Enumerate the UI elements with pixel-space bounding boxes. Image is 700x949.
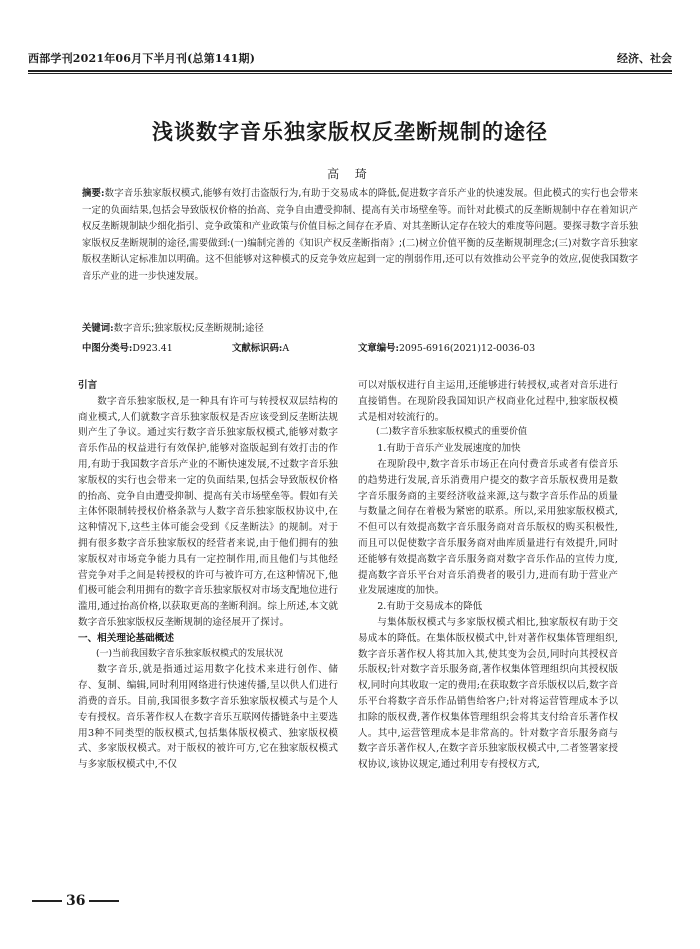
paper-title: 浅谈数字音乐独家版权反垄断规制的途径 bbox=[152, 119, 548, 144]
journal-issue: 西部学刊2021年06月下半月刊(总第141期) bbox=[28, 52, 256, 65]
doc-code bbox=[232, 340, 289, 354]
body-column-right bbox=[358, 378, 618, 773]
heading-section-1-2-2: 2.有助于交易成本的降低 bbox=[377, 601, 483, 613]
clc-value: D923.41 bbox=[132, 343, 173, 354]
body-column-left bbox=[78, 378, 338, 773]
page-number: 36 bbox=[66, 893, 86, 909]
footer-dash bbox=[32, 900, 62, 902]
keywords-text: 数字音乐;独家版权;反垄断规制;途径 bbox=[113, 323, 264, 334]
section-name: 经济、社会 bbox=[617, 52, 672, 65]
clc-label: 中图分类号: bbox=[82, 343, 133, 354]
article-label: 文章编号: bbox=[358, 343, 399, 354]
footer-dash bbox=[89, 900, 119, 902]
abstract bbox=[82, 186, 638, 285]
abstract-label: 摘要: bbox=[82, 188, 105, 199]
clc-number bbox=[82, 340, 173, 354]
article-value: 2095-6916(2021)12-0036-03 bbox=[398, 343, 536, 354]
heading-section-1: 一、相关理论基础概述 bbox=[78, 632, 174, 644]
doc-label: 文献标识码: bbox=[232, 343, 283, 354]
paragraph: 数字音乐独家版权,是一种具有许可与转授权双层结构的商业模式,人们就数字音乐独家版权是否应该受到反垄断法规则产生了争议。通过实行数字音乐独家版权模式,能够对数字音乐作品的权益进行有效保护,能够对盗版起到有效打击的作用,有助于我国数字音乐产业的不断快速发展,不过数字音乐独家版权的实行也会带来一定的负面结果,包括会导致版权价格的抬高、竞争自由遭受抑制、提高有关市场壁垒等。假如有关主体怀限制转授权价格条款与人数字音乐独家版权协议中,在这种情况下,这些主体可能会受到《反垄断法》的规制。对于拥有很多数字音乐独家版权的经营者来说,由于他们拥有的独家版权对市场竞争能力具有一定控制作用,而且他们与其他经营竞争对手之间是转授权的许可与被许可方,在这种情况下,他们极可能会利用拥有的数字音乐独家版权对市场支配地位进行滥用,通过抬高价格,以获取更高的垄断利润。综上所述,本文就数字音乐独家版权反垄断规制的途径展开了探讨。 bbox=[78, 395, 338, 628]
running-header bbox=[28, 50, 672, 68]
page-footer bbox=[28, 893, 123, 909]
paragraph: 数字音乐,就是指通过运用数字化技术来进行创作、储存、复制、编辑,同时利用网络进行快速传播,呈以供人们进行消费的音乐。目前,我国很多数字音乐独家版权模式与是个人专有授权。音乐著作权人在数字音乐互联网传播链条中主要选用3种不同类型的版权模式,包括集体版权模式、独家版权模式、多家版权模式。对于版权的被许可方,它在独家版权模式与多家版权模式中,不仅 bbox=[78, 664, 338, 771]
paragraph: 可以对版权进行自主运用,还能够进行转授权,或者对音乐进行直接销售。在现阶段我国知识产权商业化过程中,独家版权模式是相对较流行的。 bbox=[358, 380, 618, 423]
article-number bbox=[358, 340, 535, 354]
heading-intro: 引言 bbox=[78, 380, 98, 391]
heading-section-1-2-1: 1.有助于音乐产业发展速度的加快 bbox=[377, 443, 521, 455]
keywords bbox=[82, 320, 638, 334]
abstract-text: 数字音乐独家版权模式,能够有效打击盗版行为,有助于交易成本的降低,促进数字音乐产业的快速发展。但此模式的实行也会带来一定的负面结果,包括会导致版权价格的抬高、竞争自由遭受抑制、提高有关市场壁垒等。而针对此模式的反垄断规制中存在着知识产权反垄断规制缺少细化指引、竞争政策和产业政策与价值目标之间存在矛盾、对其垄断认定存在较大的难度等问题。要探寻数字音乐独家版权反垄断规制的途径,需要做到:(一)编制完善的《知识产权反垄断指南》;(二)树立价值平衡的反垄断规制理念;(三)对数字音乐独家版权垄断认定标准加以明确。这不但能够对这种模式的反竞争效应起到一定的削弱作用,还可以有效推动公平竞争的效应,促使我国数字音乐产业的进一步快速发展。 bbox=[82, 188, 638, 282]
paragraph: 与集体版权模式与多家版权模式相比,独家版权有助于交易成本的降低。在集体版权模式中,针对著作权集体管理组织,数字音乐著作权人将其加入其,使其变为会员,同时向其授权音乐版权;针对数字音乐服务商,著作权集体管理组织向其授权版权,同时向其收取一定的费用;在获取数字音乐版权以后,数字音乐平台将数字音乐作品销售给客户;针对将运营管理成本予以扣除的版权费,著作权集体管理组织会将其支付给音乐著作权人。其中,运营管理成本是非常高的。针对数字音乐服务商与数字音乐著作权人,在数字音乐独家版权模式中,二者签署家授权协议,该协议规定,通过利用专有授权方式, bbox=[358, 616, 618, 771]
header-rule-thin bbox=[28, 73, 672, 74]
doc-value: A bbox=[282, 343, 290, 354]
heading-section-1-2: (二)数字音乐独家版权模式的重要价值 bbox=[376, 427, 528, 438]
header-rule-thick bbox=[28, 70, 672, 72]
keywords-label: 关键词: bbox=[82, 323, 114, 334]
paragraph: 在现阶段中,数字音乐市场正在向付费音乐或者有偿音乐的趋势进行发展,音乐消费用户提交的数字音乐版权费用是数字音乐服务商的主要经济收益来源,这与数字音乐作品的质量与数量之间存在着极为紧密的联系。所以,采用独家版权模式,不但可以有效提高数字音乐服务商对音乐版权的购买积极性,而且可以促使数字音乐服务商对曲库质量进行有效提升,同时还能够有效提高数字音乐服务商对数字音乐作品的宣传力度,提高数字音乐平台对音乐消费者的吸引力,进而有助于营业产业发展速度的加快。 bbox=[358, 458, 618, 597]
paper-author: 高 琦 bbox=[327, 167, 373, 181]
heading-section-1-1: (一)当前我国数字音乐独家版权模式的发展状况 bbox=[96, 648, 284, 659]
